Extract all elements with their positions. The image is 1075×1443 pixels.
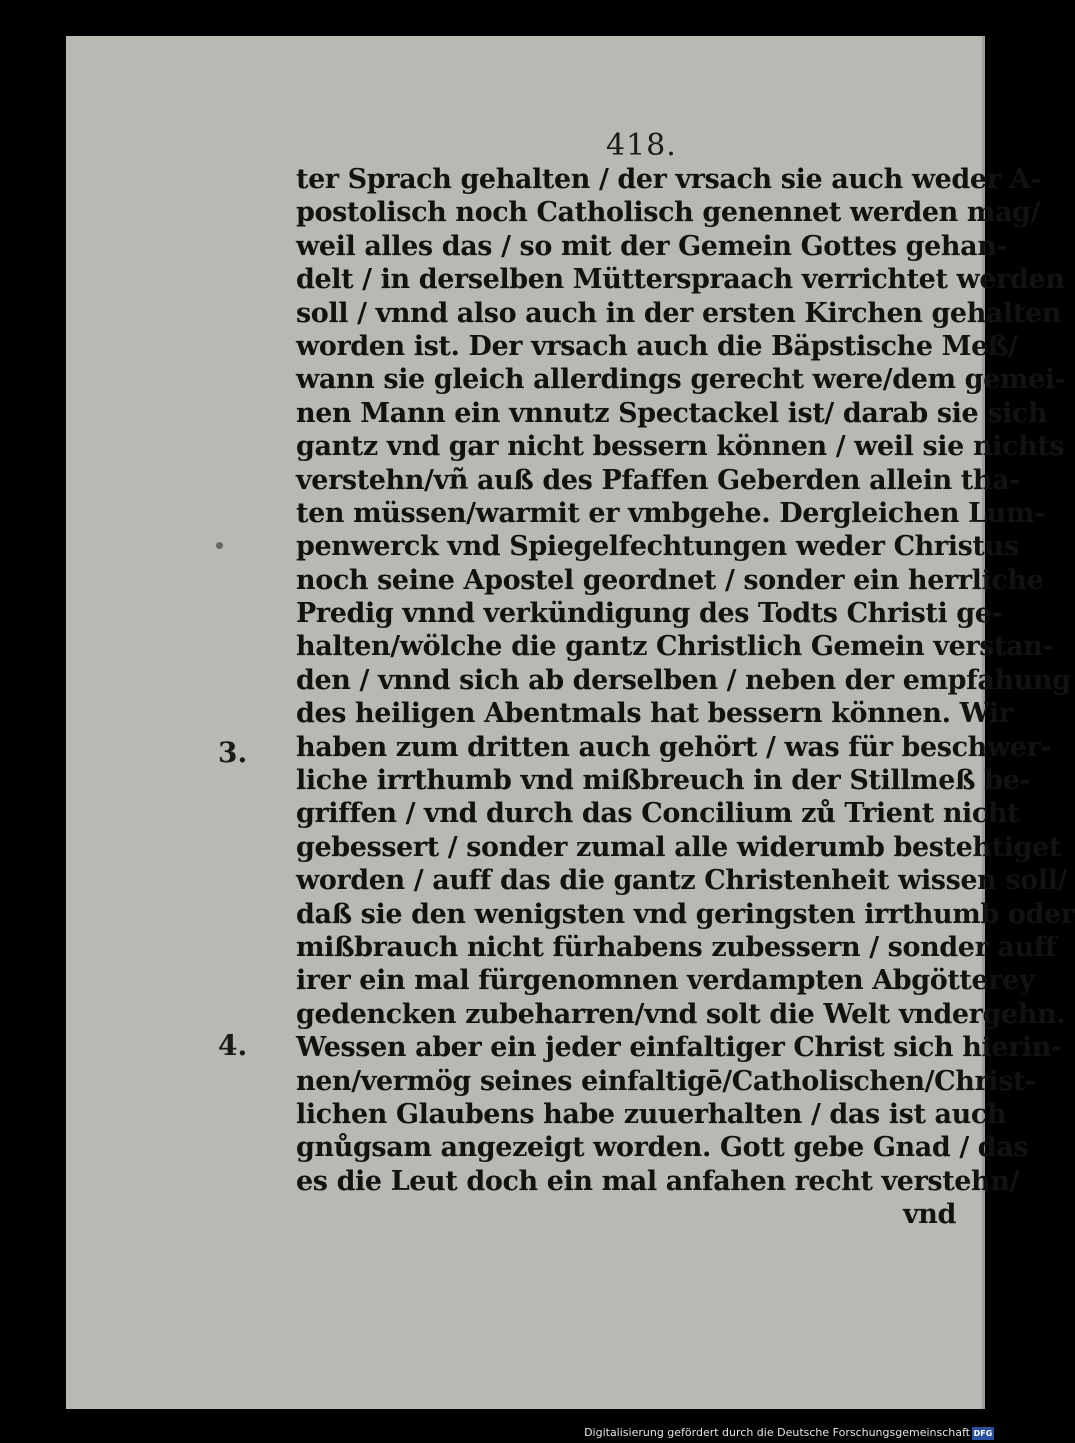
text-line: weil alles das / so mit der Gemein Gottes gehan-	[296, 230, 1008, 262]
text-line: wann sie gleich allerdings gerecht were/dem gemei-	[296, 364, 1066, 396]
text-line: worden ist. Der vrsach auch die Bäpstische Meß/	[296, 330, 1018, 362]
margin-note-3: 3.	[218, 736, 248, 769]
text-line: noch seine Apostel geordnet / sonder ein herrliche	[296, 564, 1044, 596]
text-line: Predig vnnd verkündigung des Todts Christi ge-	[296, 598, 1003, 630]
page-number: 418.	[606, 128, 677, 163]
dfg-logo-icon: DFG	[973, 1429, 993, 1438]
text-line: daß sie den wenigsten vnd geringsten irrthumb oder	[296, 898, 1075, 930]
text-line: Wessen aber ein jeder einfaltiger Christ sich hierin-	[296, 1032, 1062, 1064]
text-line: gebessert / sonder zumal alle widerumb bestehtiget	[296, 831, 1061, 863]
text-line: lichen Glaubens habe zuuerhalten / das ist auch	[296, 1098, 1007, 1130]
text-line: ter Sprach gehalten / der vrsach sie auch weder A-	[296, 164, 1041, 195]
body-text	[296, 163, 1075, 1232]
text-line: delt / in derselben Mütterspraach verrichtet werden	[296, 264, 1065, 296]
text-line: ten müssen/warmit er vmbgehe. Dergleichen Lum-	[296, 497, 1045, 529]
text-line: griffen / vnd durch das Concilium zů Trient nicht	[296, 798, 1020, 830]
text-line: gantz vnd gar nicht bessern können / weil sie nichts	[296, 431, 1065, 463]
text-line: halten/wölche die gantz Christlich Gemein verstan-	[296, 631, 1054, 663]
text-line: worden / auff das die gantz Christenheit wissen soll/	[296, 865, 1067, 897]
text-line: es die Leut doch ein mal anfahen recht verstehn/	[296, 1165, 1019, 1197]
text-line: postolisch noch Catholisch genennet werden mag/	[296, 197, 1041, 229]
text-line: verstehn/vñ auß des Pfaffen Geberden allein tha-	[296, 464, 1021, 496]
text-line: nen Mann ein vnnutz Spectackel ist/ darab sie sich	[296, 397, 1048, 429]
text-line: nen/vermög seines einfaltigē/Catholischen/Christ-	[296, 1065, 1036, 1097]
text-line: liche irrthumb vnd mißbreuch in der Stillmeß be-	[296, 765, 1031, 797]
text-line: penwerck vnd Spiegelfechtungen weder Christus	[296, 531, 1019, 563]
text-line: irer ein mal fürgenomnen verdampten Abgötterey	[296, 965, 1035, 997]
book-page	[66, 36, 1075, 1409]
text-line: gnůgsam angezeigt worden. Gott gebe Gnad / das	[296, 1132, 1029, 1164]
text-line: soll / vnnd also auch in der ersten Kirchen gehalten	[296, 297, 1061, 329]
margin-note-4: 4.	[218, 1029, 248, 1062]
catchword: vnd	[903, 1199, 956, 1231]
text-line: gedencken zubeharren/vnd solt die Welt vndergehn.	[296, 998, 1066, 1030]
text-line: den / vnnd sich ab derselben / neben der empfahung	[296, 664, 1071, 696]
funding-credit: Digitalisierung gefördert durch die Deutsche Forschungsgemeinschaft	[584, 1426, 970, 1439]
text-line: haben zum dritten auch gehört / was für beschwer-	[296, 731, 1052, 763]
paper-speck	[216, 542, 223, 549]
text-line: des heiligen Abentmals hat bessern können. Wir	[296, 698, 1013, 730]
text-line: mißbrauch nicht fürhabens zubessern / sonder auff	[296, 931, 1057, 963]
